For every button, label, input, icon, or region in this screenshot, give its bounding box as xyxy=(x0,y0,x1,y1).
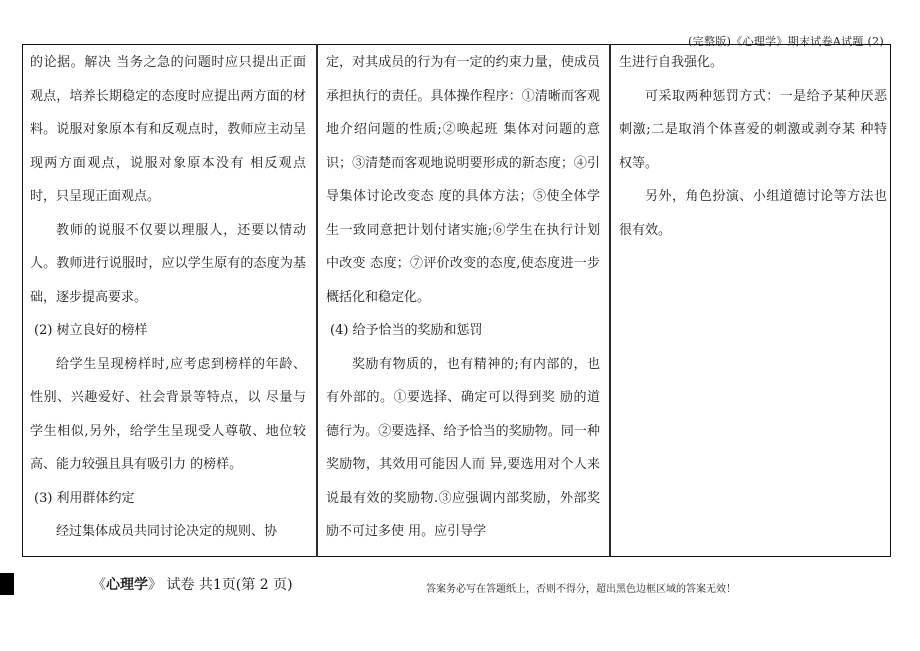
section-heading: (2) 树立良好的榜样 xyxy=(34,323,148,338)
paragraph: 可采取两种惩罚方式：一是给予某种厌恶刺激;二是取消个体喜爱的刺激或剥夺某 种特权等。 xyxy=(619,88,887,171)
column-divider-2 xyxy=(609,44,611,557)
paragraph: 给学生呈现榜样时,应考虑到榜样的年龄、性别、兴趣爱好、社会背景等特点，以 尽量与学生相似,另外，给学生呈现受人尊敬、地位较高、能力较强且具有吸引力 的榜样。 xyxy=(30,356,306,472)
column-divider-1 xyxy=(316,44,318,557)
page-header-title: (完整版)《心理学》期末试卷A试题 (2) xyxy=(688,35,884,48)
footer-subject: 心理学 xyxy=(106,577,148,593)
footer-bracket-open: 《 xyxy=(92,577,106,593)
paragraph: 教师的说服不仅要以理服人，还要以情动人。教师进行说服时，应以学生原有的态度为基础，逐步提高要求。 xyxy=(30,222,306,305)
text-column-2 xyxy=(326,46,600,549)
footer-answer-notice: 答案务必写在答题纸上，否则不得分，超出黑色边框区域的答案无效！ xyxy=(426,584,736,595)
registration-mark xyxy=(0,573,14,595)
section-heading: (4) 给予恰当的奖励和惩罚 xyxy=(330,323,483,338)
footer-page-info: 》 试卷 共1页(第 2 页) xyxy=(148,577,293,593)
text-column-3 xyxy=(619,46,887,247)
section-heading: (3) 利用群体约定 xyxy=(34,490,135,506)
text-column-1 xyxy=(30,46,306,549)
paragraph: 经过集体成员共同讨论决定的规则、协 xyxy=(56,524,278,539)
paragraph: 定，对其成员的行为有一定的约束力量，使成员承担执行的责任。具体操作程序：①清晰而客观地介绍问题的性质;②唤起班 集体对问题的意识；③清楚而客观地说明要形成的新态度；④引导集体讨论改变态 度的具体方法；⑤使全体学生一致同意把计划付诸实施;⑥学生在执行计划中改变 态度；⑦评价改变的态度,使态度进一步概括化和稳定化。 xyxy=(326,55,600,305)
paragraph: 生进行自我强化。 xyxy=(619,55,724,70)
footer-exam-info xyxy=(92,574,293,594)
paragraph: 奖励有物质的，也有精神的;有内部的，也有外部的。①要选择、确定可以得到奖 励的道德行为。②要选择、给予恰当的奖励物。同一种奖励物，其效用可能因人而 异,要选用对个人来说最有效的奖励物.③应强调内部奖励，外部奖励不可过多使 用。应引导学 xyxy=(326,356,600,539)
paragraph: 的论据。解决 当务之急的问题时应只提出正面观点，培养长期稳定的态度时应提出两方面的材 料。说服对象原本有和反观点时，教师应主动呈现两方面观点，说服对象原本没有 相反观点时，只呈现正面观点。 xyxy=(30,55,306,204)
paragraph: 另外，角色扮演、小组道德讨论等方法也很有效。 xyxy=(619,189,887,238)
